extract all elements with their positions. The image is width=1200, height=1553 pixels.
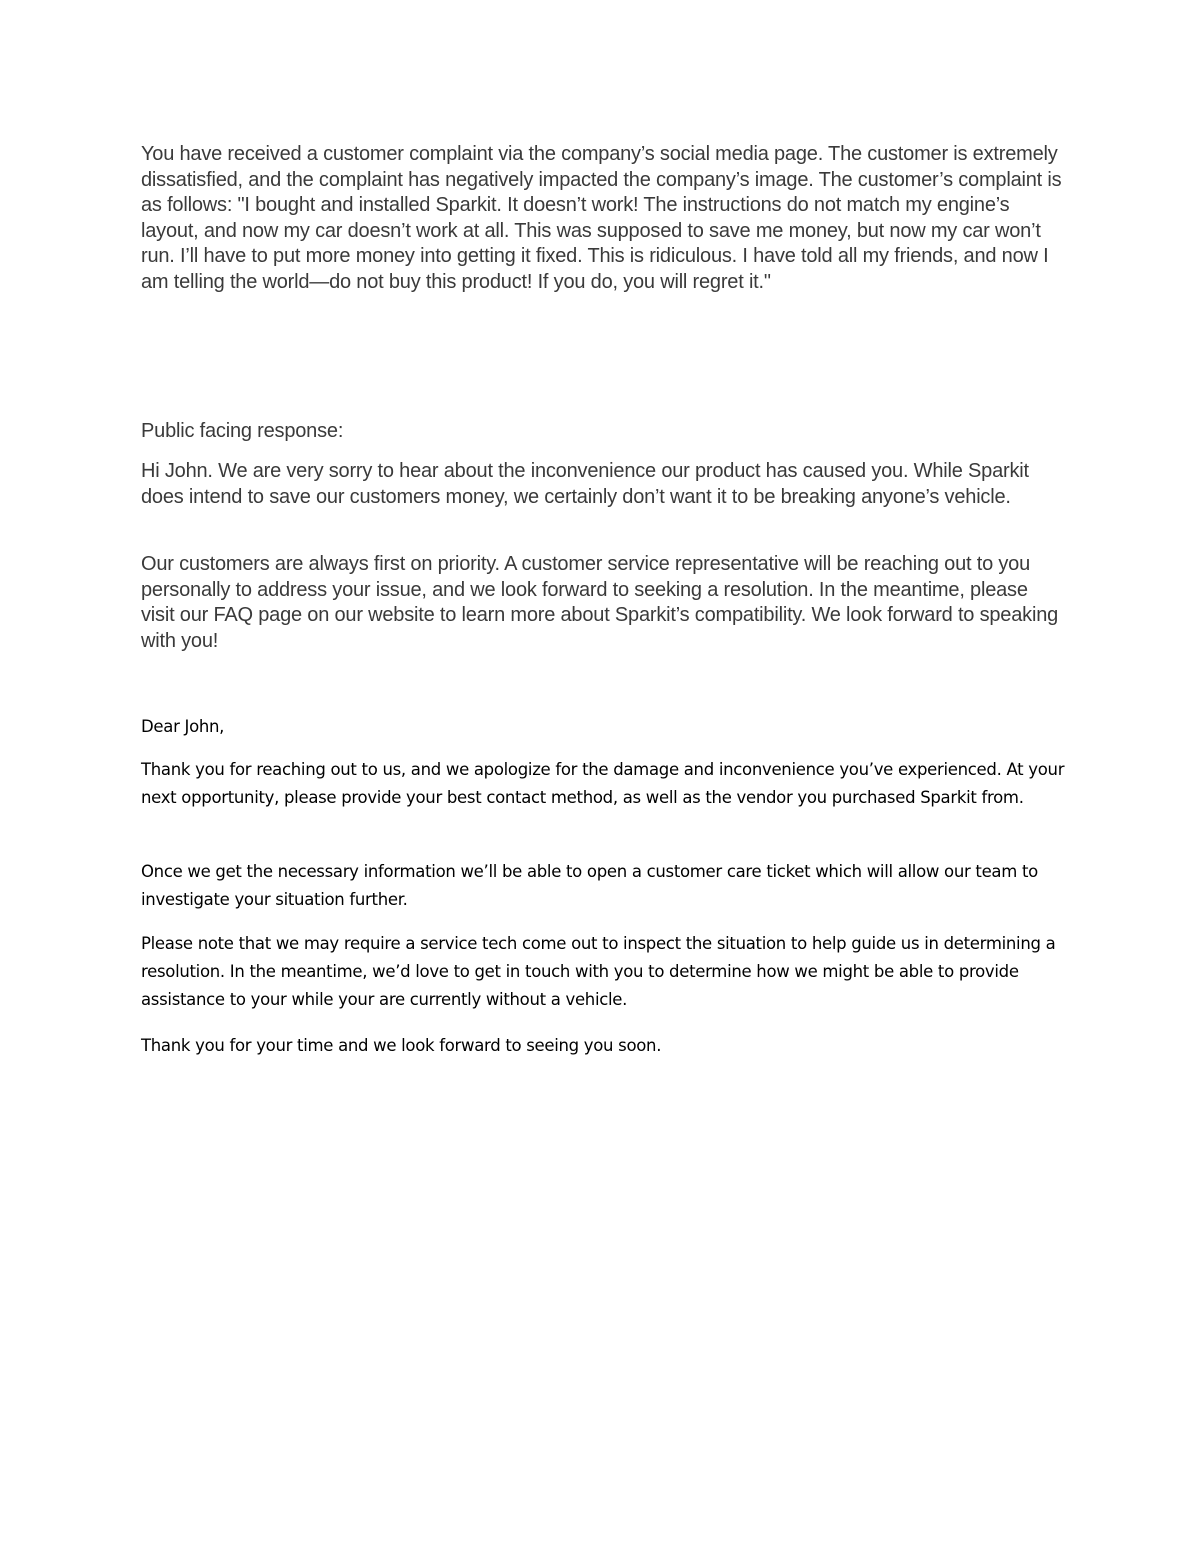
public-response-label: Public facing response: <box>141 420 344 442</box>
letter-closing: Thank you for your time and we look forward to seeing you soon. <box>141 1036 662 1055</box>
letter-paragraph: Once we get the necessary information we’ll be able to open a customer care ticket which will allow our team to investigate your situation further. <box>141 862 1038 909</box>
public-response-paragraph: Our customers are always first on priority. A customer service representative will be reaching out to you personally to address your issue, and we look forward to seeking a resolution. In the meantime, please visit our FAQ page on our website to learn more about Sparkit’s compatibility. We look forward to speaking with you! <box>141 553 1059 652</box>
letter-greeting: Dear John, <box>141 717 225 736</box>
letter-paragraph: Thank you for reaching out to us, and we apologize for the damage and inconvenience you’ve experienced. At your next opportunity, please provide your best contact method, as well as the vendor you purchased Sparkit from. <box>141 760 1065 807</box>
letter-paragraph: Please note that we may require a service tech come out to inspect the situation to help guide us in determining a resolution. In the meantime, we’d love to get in touch with you to determine how we might be able to provide assistance to your while your are currently without a vehicle. <box>141 934 1056 1009</box>
complaint-intro-paragraph: You have received a customer complaint via the company’s social media page. The customer is extremely dissatisfied, and the complaint has negatively impacted the company’s image. The customer’s complaint is as follows: "I bought and installed Sparkit. It doesn’t work! The instructions do not match my engine’s layout, and now my car doesn’t work at all. This was supposed to save me money, but now my car won’t run. I’ll have to put more money into getting it fixed. This is ridiculous. I have told all my friends, and now I am telling the world—do not buy this product! If you do, you will regret it." <box>141 143 1062 293</box>
public-response-paragraph: Hi John. We are very sorry to hear about the inconvenience our product has caused you. While Sparkit does intend to save our customers money, we certainly don’t want it to be breaking anyone’s vehicle. <box>141 460 1029 508</box>
